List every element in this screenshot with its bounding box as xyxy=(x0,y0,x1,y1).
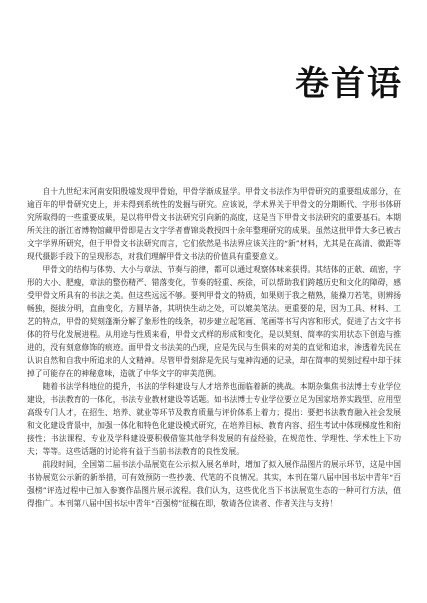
page-title: 卷首语 xyxy=(295,64,403,104)
paragraph-4: 前段时间，全国第二届书法小品展览在公示拟入展名单时，增加了拟入展作品图片的展示环节，这是中国书协展览公示新的新举措，可有效预防一些抄袭、代笔的不良情况。其实，本刊在第八届中国书坛中青年“百强榜”评选过程中已加入参赛作品图片展示流程。我们认为，这些优化当下书法展览生态的一种可行方法，值得推广。本刊第八届中国书坛中青年“百强榜”征稿在即，敬请各位读者、作者关注与支持！ xyxy=(27,460,401,508)
article-body xyxy=(27,185,401,510)
paragraph-3: 随着书法学科地位的提升，书法的学科建设与人才培养也面临着新的挑战。本期杂集焦书法博士专业学位建设，书法教育的一体化，书法专业教材建设等话题。如书法博士专业学位要立足为国家培养实践型、应用型高级专门人才，在招生、培养、就业等环节及教育质量与评价体系上着力；提出：要把书法教育融入社会发展和文化建设背景中，加强一体化和特色化建设模式研究，在培养目标、教育内容、招生考试中体现梯度性和衔接性；书法课程、专业及学科建设要积极借鉴其他学科发展的有益经验，在规范性、学理性、学术性上下功夫；等等。这些话题的讨论将有益于当前书法教育的良性发展。 xyxy=(27,382,401,456)
paragraph-1: 自十九世纪末河南安阳殷墟发现甲骨始，甲骨学渐成显学。甲骨文书法作为甲骨研究的重要组成部分，在逾百年的甲骨研究史上，并未得到系统性的发掘与研究。应该说，学术界关于甲骨文的分期断代、字形书体研究所取得的一些重要成果，是以将甲骨文书法研究引向新的高度，这是当下甲骨文书法研究的重要基石。本期所关注的浙江省博物馆藏甲骨即是古文字学者曹锦炎教授四十余年整理研究的成果。虽然这批甲骨大多已被古文字学界所研究，但于甲骨文书法研究而言，它们依然是书法界应该关注的“新”材料，尤其是在高清、微距等现代摄影手段下的呈现形态，对我们理解甲骨文书法的价值具有重要意义。 xyxy=(27,187,401,261)
paragraph-2: 甲骨文的结构与体势、大小与章法、节奏与韵律，都可以通过观察体味来获得。其结体的正欹、疏密，字形的大小、肥瘦，章法的整伤精严、错落变化，节奏的轻重、疾徐，可以帮助我们跨越历史和文化的障碍，感受甲骨文所具有的书法之美。但这些远远不够。要判甲骨文的特质，如果则于我之精熟，能操刀若笔，则辨扬畅独，挺拔分明，直曲变化，方圆毕备，其明快生动之处，可以媲美笔法。更重要的是，因为工具、材料、工艺的特点，甲骨的契刻蓬渐分解了象形性的线条，初步建立起笔画、笔画等书写内容和形式，促进了古文字书体的符号化发展进程。从用途与性质来看，甲骨文式样的形成和变化，是以契刻、简率的实用状态下创造与推进的，没有刻意修饰的痕迹。面甲骨文书法美的凸现，应是先民与生俱来的对美的直觉和追求，渗透着先民在认识自然和自我中所追求的人文精神。尽管甲骨刻辞是先民与鬼神沟通的记录，却在简率的契刻过程中却于抹掉了可能存在的神秘意味，造就了中华文字的审美范例。 xyxy=(27,265,401,378)
